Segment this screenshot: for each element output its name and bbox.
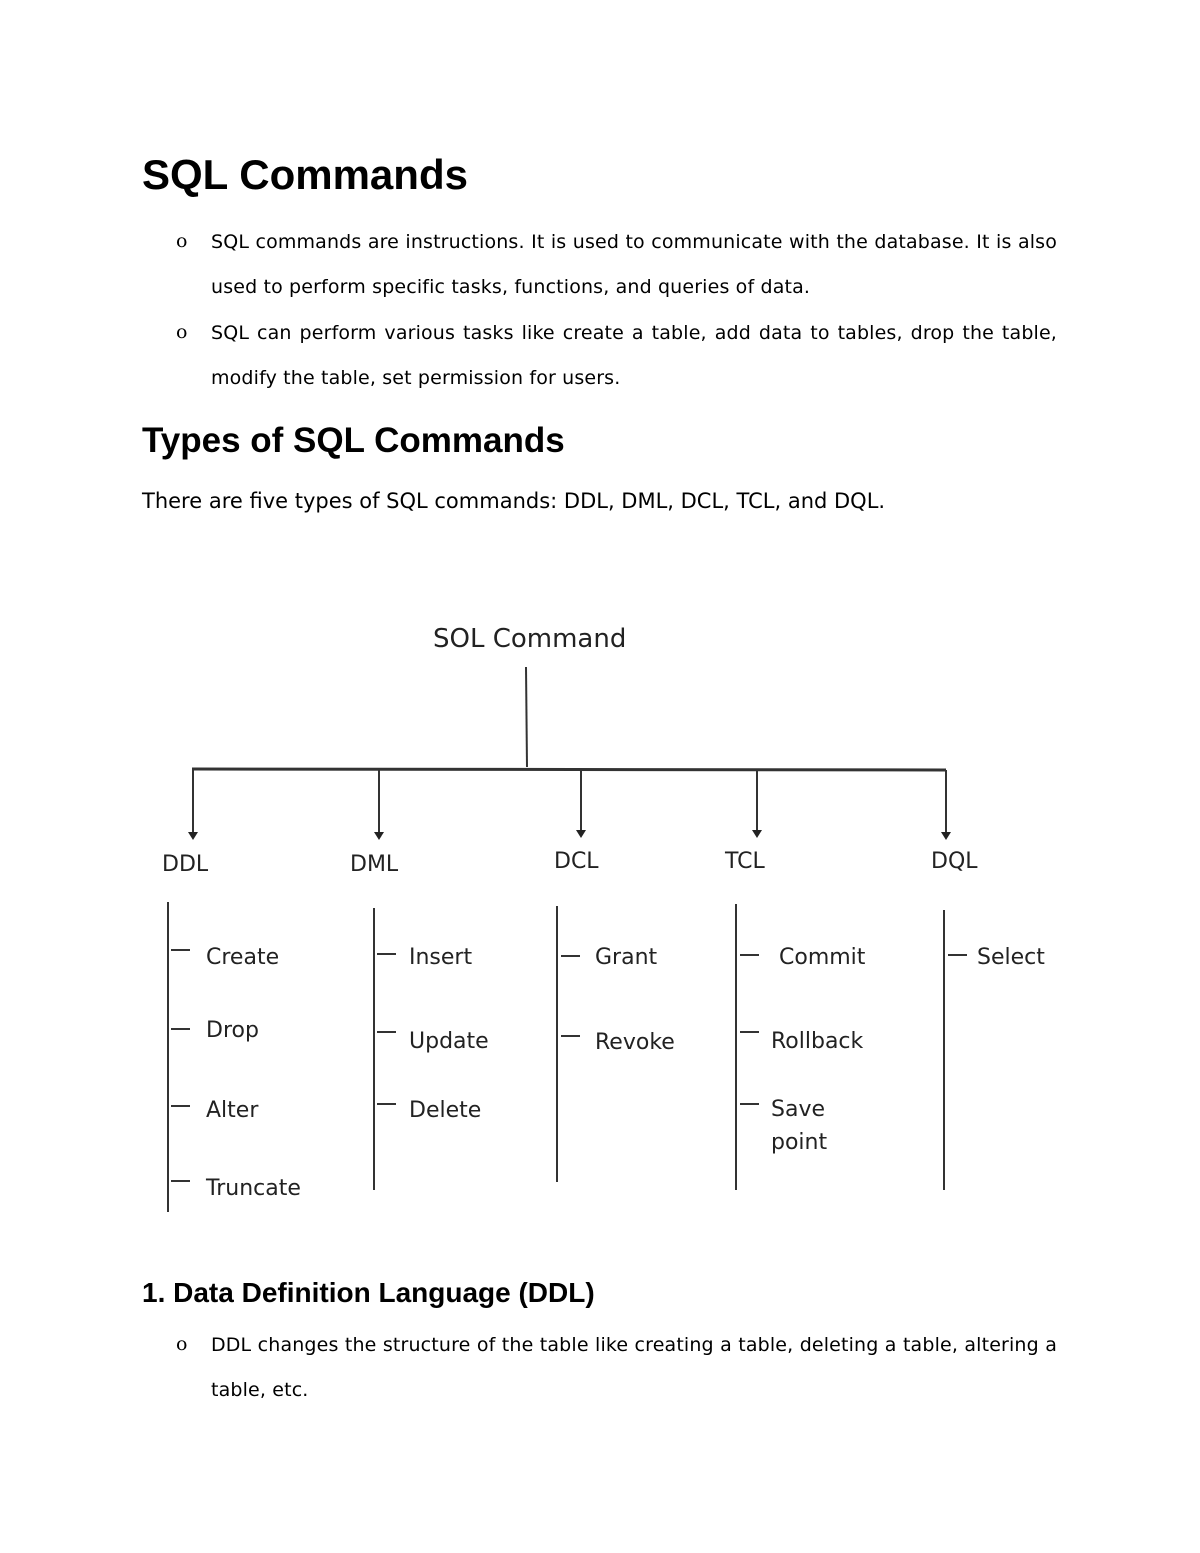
tcl-item-rollback: Rollback [771,1029,864,1054]
ddl-item-drop: Drop [206,1018,259,1043]
intro-bullet-2: SQL can perform various tasks like create a table, add data to tables, drop the table, modify the table, set permission for users. [211,322,1057,389]
tcl-item-point: point [771,1130,828,1155]
dcl-item-revoke: Revoke [595,1030,675,1055]
branch-label-dql: DQL [931,849,978,874]
branch-label-ddl: DDL [162,852,209,877]
branch-label-tcl: TCL [725,849,765,874]
types-heading: Types of SQL Commands [142,421,565,460]
dcl-item-grant: Grant [595,945,658,970]
page-title: SQL Commands [142,151,468,198]
dml-item-delete: Delete [409,1098,482,1123]
dml-item-insert: Insert [409,945,473,970]
types-intro: There are five types of SQL commands: DDL, DML, DCL, TCL, and DQL. [142,489,886,513]
branch-label-dcl: DCL [554,849,599,874]
arrow-dql [941,770,951,840]
ddl-item-create: Create [206,945,280,970]
ddl-item-alter: Alter [206,1098,259,1123]
arrow-dcl [576,770,586,838]
ddl-item-truncate: Truncate [206,1176,301,1201]
sql-command-diagram [0,590,1200,1230]
bullet-marker: o [176,230,188,252]
branch-connector-line [192,769,946,770]
dql-item-select: Select [977,945,1045,970]
dml-item-update: Update [409,1029,489,1054]
tcl-item-save: Save [771,1097,826,1122]
arrow-ddl [188,770,198,840]
arrow-dml [374,770,384,840]
branch-label-dml: DML [350,852,399,877]
tcl-item-commit: Commit [779,945,866,970]
bullet-marker: o [176,1333,188,1355]
ddl-heading: 1. Data Definition Language (DDL) [142,1277,595,1308]
bullet-marker: o [176,321,188,343]
root-stem-line [526,667,527,767]
intro-bullet-1: SQL commands are instructions. It is used to communicate with the database. It is also used to perform specific tasks, functions, and queries of data. [211,231,1057,298]
ddl-bullet-1: DDL changes the structure of the table like creating a table, deleting a table, altering a table, etc. [211,1334,1057,1401]
arrow-tcl [752,770,762,838]
diagram-root-label: SOL Command [433,624,627,654]
